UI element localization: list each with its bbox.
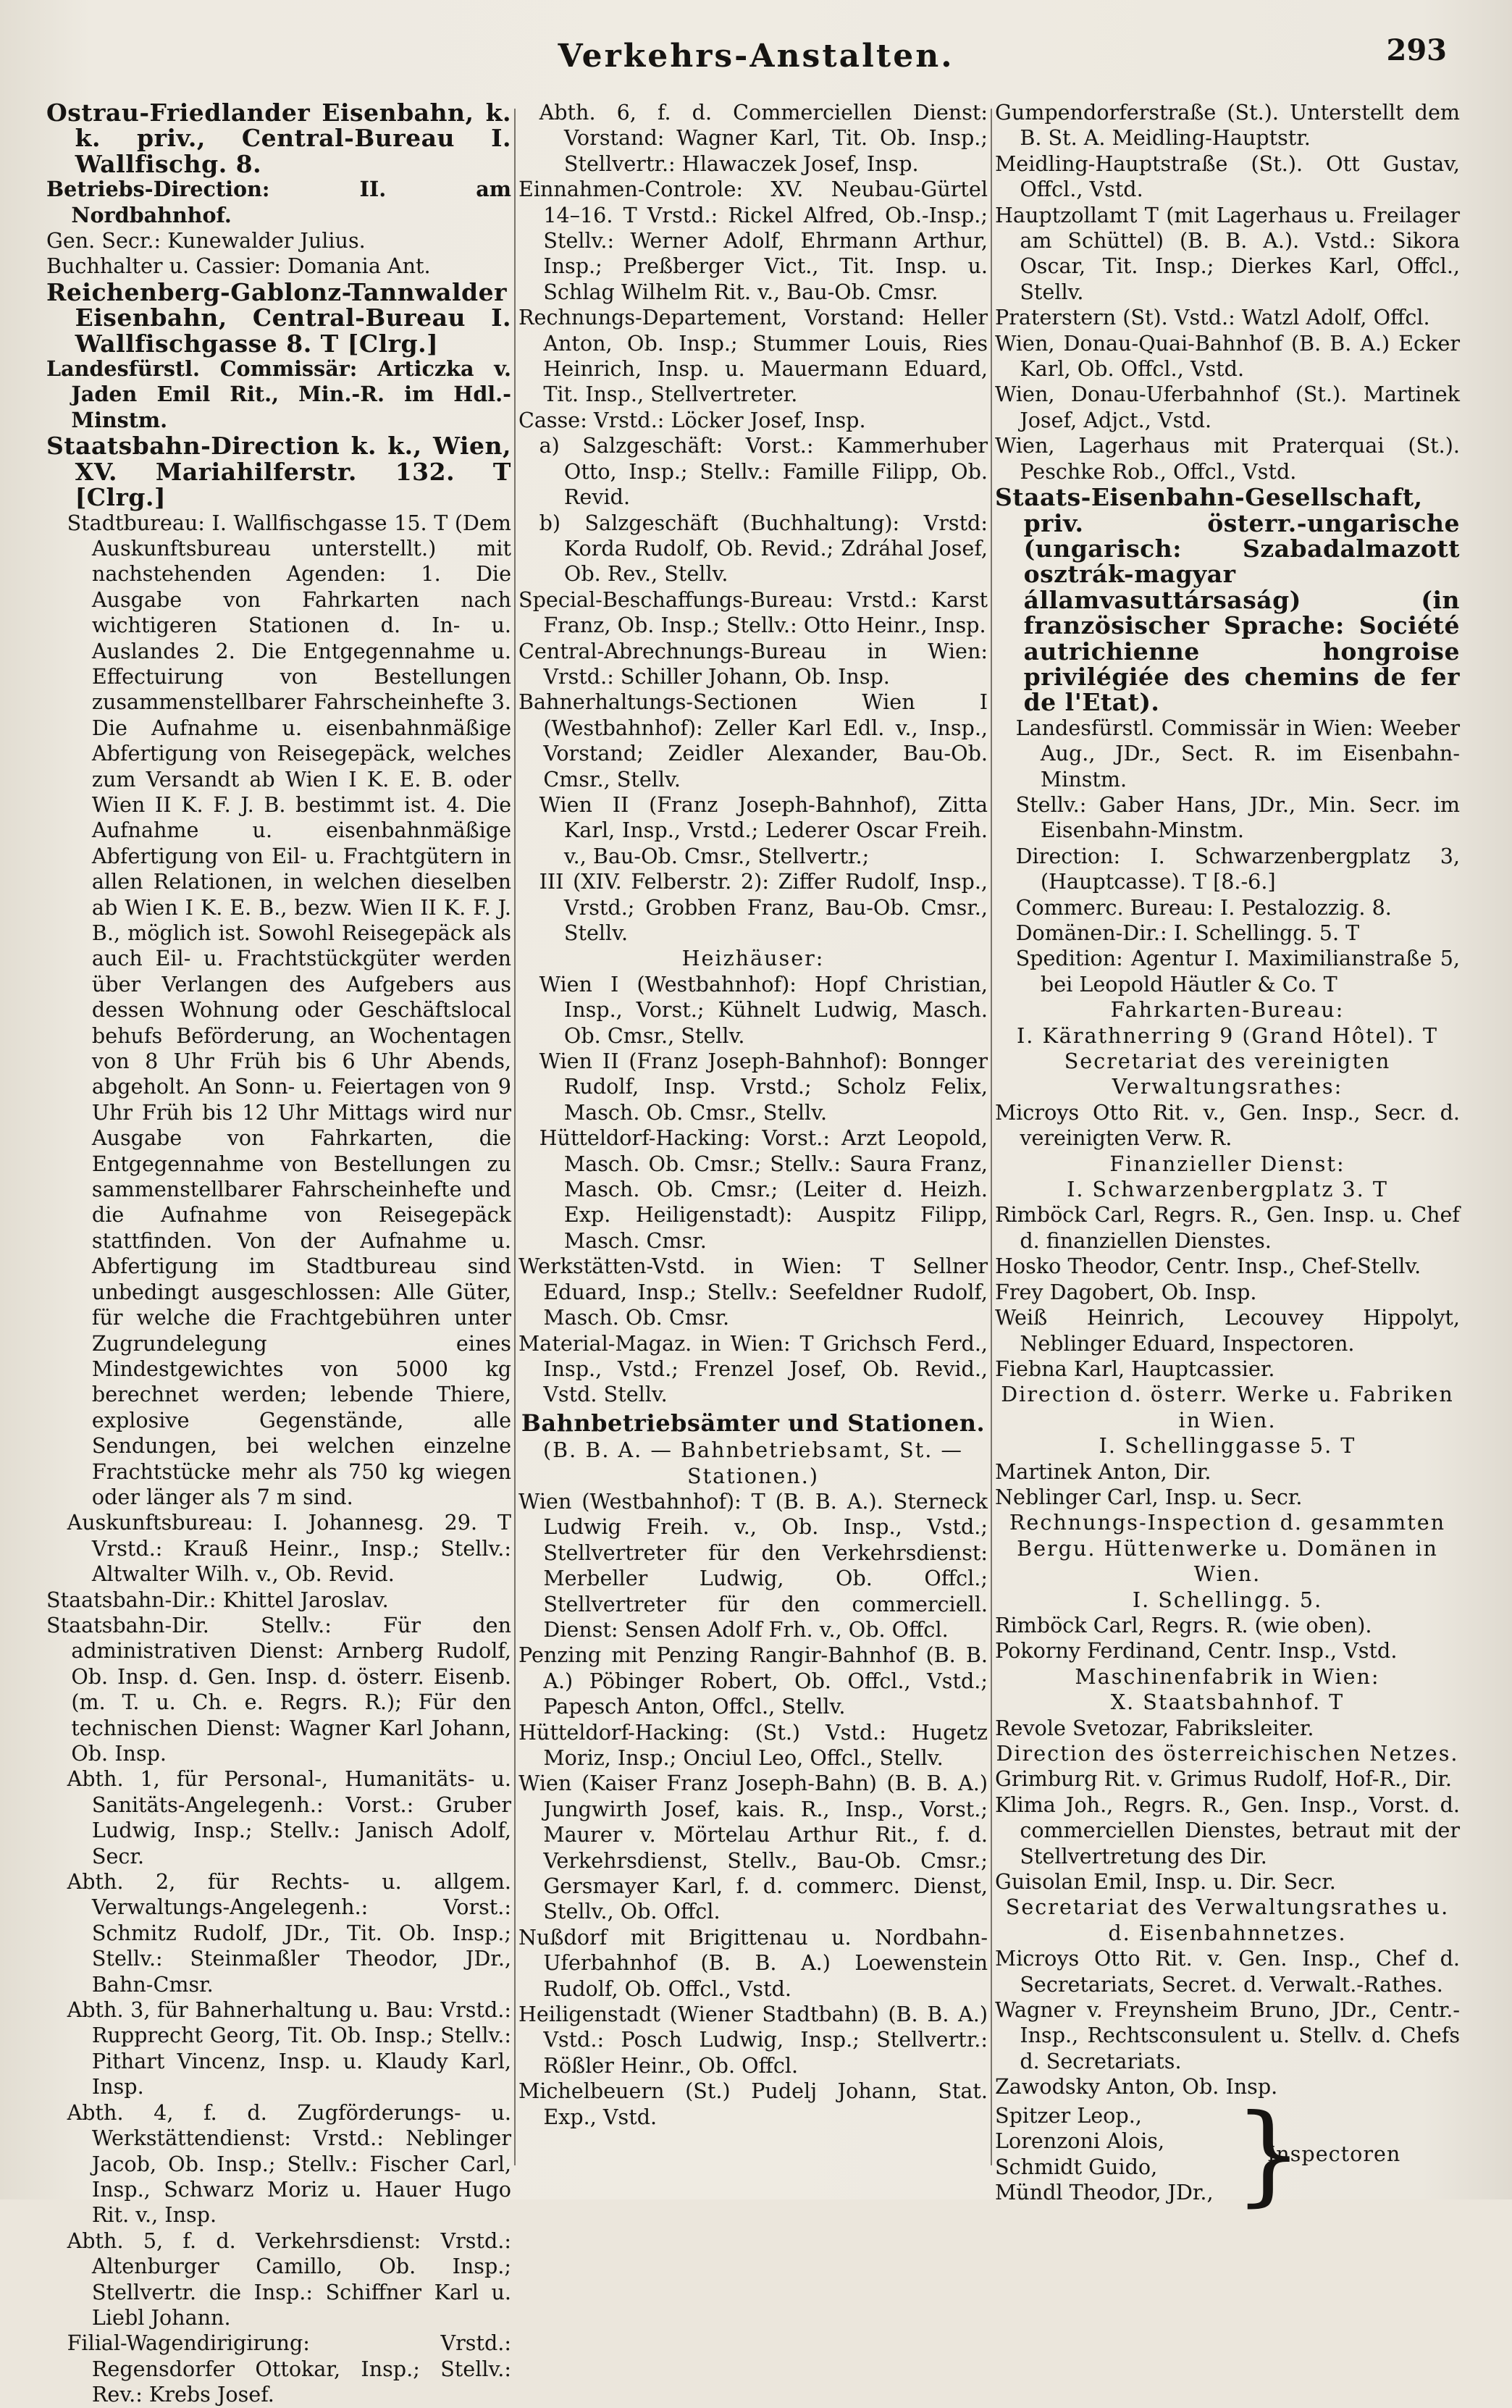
entry-text: Werkstätten-Vstd. in Wien: T Sellner Eduard, Insp.; Stellv.: Seefeldner Rudolf, Masch. Ob. Cmsr. <box>518 1254 988 1330</box>
directory-entry <box>518 792 988 869</box>
column-divider <box>514 109 516 2165</box>
entry-text: Bahnerhaltungs-Sectionen Wien I (Westbahnhof): Zeller Karl Edl. v., Insp., Vorstand; Zeidler Alexander, Bau-Ob. Cmsr., Stellv. <box>518 689 988 792</box>
entry-text: Pokorny Ferdinand, Centr. Insp., Vstd. <box>995 1638 1398 1664</box>
entry-text: Zawodsky Anton, Ob. Insp. <box>995 2074 1278 2099</box>
entry-text: Staatsbahn-Dir.: Khittel Jaroslav. <box>46 1587 389 1612</box>
entry-text: Neblinger Carl, Insp. u. Secr. <box>995 1484 1303 1509</box>
entry-text: Microys Otto Rit. v. Gen. Insp., Chef d. Secretariats, Secret. d. Verwalt.-Rathes. <box>995 1946 1460 1997</box>
entry-text: Domänen-Dir.: I. Schellingg. 5. T <box>1015 920 1360 945</box>
centered-subheading <box>995 997 1460 1023</box>
directory-entry <box>518 972 988 1049</box>
directory-entry <box>995 1946 1460 1997</box>
directory-entry <box>46 2228 511 2331</box>
entry-text: Martinek Anton, Dir. <box>995 1459 1211 1484</box>
entry-text: Rimböck Carl, Regrs. R. (wie oben). <box>995 1612 1372 1637</box>
entry-text: X. Staatsbahnhof. T <box>1110 1690 1345 1715</box>
centered-subheading <box>995 1023 1460 1049</box>
directory-entry <box>995 1869 1460 1895</box>
directory-entry <box>995 151 1460 203</box>
entry-text: Abth. 1, für Personal-, Humanitäts- u. Sanitäts-Angelegenh.: Vorst.: Gruber Ludwig, Insp.; Stellv.: Janisch Adolf, Secr. <box>67 1766 511 1868</box>
entry-text: a) Salzgeschäft: Vorst.: Kammerhuber Otto, Insp.; Stellv.: Famille Filipp, Ob. Revid. <box>539 433 988 510</box>
entry-text: Stellv.: Gaber Hans, JDr., Min. Secr. im Eisenbahn-Minstm. <box>1015 792 1460 843</box>
inspector-name: Mündl Theodor, JDr., <box>995 2179 1214 2204</box>
directory-entry <box>46 1766 511 1869</box>
directory-entry <box>995 1305 1460 1356</box>
entry-text: Secretariat des Verwaltungsrathes u. d. Eisenbahnnetzes. <box>1005 1895 1450 1945</box>
inspector-name: Schmidt Guido, <box>995 2154 1158 2179</box>
directory-entry <box>995 946 1460 997</box>
entry-text: Rechnungs-Departement, Vorstand: Heller Anton, Ob. Insp.; Stummer Louis, Ries Heinrich, Insp. u. Mauermann Eduard, Tit. Insp., Stellvertreter. <box>518 305 988 407</box>
entry-text: Heizhäuser: <box>681 946 825 971</box>
directory-entry <box>518 1720 988 1771</box>
entry-text: Fahrkarten-Bureau: <box>1110 997 1345 1023</box>
directory-heading-entry <box>46 100 511 228</box>
directory-entry <box>995 792 1460 844</box>
entry-text: Staatsbahn-Direction k. k., Wien, XV. Mariahilferstr. 132. T [Clrg.] <box>46 432 511 512</box>
directory-entry <box>995 1638 1460 1664</box>
directory-entry <box>995 1356 1460 1382</box>
entry-text: Wien II (Franz Joseph-Bahnhof), Zitta Karl, Insp., Vrstd.; Lederer Oscar Freih. v., Bau-Ob. Cmsr., Stellvertr.; <box>539 792 988 868</box>
entry-text: Fiebna Karl, Hauptcassier. <box>995 1356 1275 1381</box>
entry-text: Penzing mit Penzing Rangir-Bahnhof (B. B. A.) Pöbinger Robert, Ob. Offcl., Vstd.; Papesch Anton, Offcl., Stellv. <box>518 1643 988 1719</box>
centered-subheading <box>995 1433 1460 1459</box>
centered-subheading <box>995 1151 1460 1177</box>
entry-text: Wien (Westbahnhof): T (B. B. A.). Sterneck Ludwig Freih. v., Ob. Insp., Vstd.; Stellvertreter für den Verkehrsdienst: Merbeller Ludwig, Ob. Offcl.; Stellvertreter für den commerciell. Dienst: Sensen Adolf Frh. v., Ob. Offcl. <box>518 1488 988 1642</box>
entry-text: Hütteldorf-Hacking: (St.) Vstd.: Hugetz Moriz, Insp.; Onciul Leo, Offcl., Stellv. <box>518 1719 988 1770</box>
entry-text: Casse: Vrstd.: Löcker Josef, Insp. <box>518 407 866 432</box>
entry-text: Wien I (Westbahnhof): Hopf Christian, Insp., Vorst.; Kühnelt Ludwig, Masch. Ob. Cmsr., Stellv. <box>539 971 988 1048</box>
entry-text: I. Schellinggasse 5. T <box>1099 1433 1356 1459</box>
directory-heading-entry <box>995 484 1460 716</box>
centered-subheading <box>995 1741 1460 1766</box>
directory-entry <box>518 689 988 792</box>
entry-text: Commerc. Bureau: I. Pestalozzig. 8. <box>1015 894 1392 920</box>
directory-entry <box>995 100 1460 151</box>
centered-subheading <box>995 1177 1460 1202</box>
entry-text: Hosko Theodor, Centr. Insp., Chef-Stellv. <box>995 1254 1421 1279</box>
directory-entry <box>46 1613 511 1766</box>
curly-brace: } <box>1234 2091 1303 2218</box>
directory-entry <box>518 1254 988 1330</box>
directory-entry <box>46 1997 511 2100</box>
entry-text: Special-Beschaffungs-Bureau: Vrstd.: Karst Franz, Ob. Insp.; Stellv.: Otto Heinr., Insp. <box>518 587 988 638</box>
page-number: 293 <box>1386 33 1447 67</box>
entry-text: Material-Magaz. in Wien: T Grichsch Ferd., Insp., Vstd.; Frenzel Josef, Ob. Revid., Vstd. Stellv. <box>518 1330 988 1407</box>
directory-entry <box>518 433 988 510</box>
directory-entry <box>518 639 988 690</box>
directory-heading-entry <box>46 433 511 510</box>
directory-entry <box>995 433 1460 484</box>
entry-text: I. Schwarzenbergplatz 3. T <box>1067 1177 1388 1202</box>
entry-text: Direction d. österr. Werke u. Fabriken in Wien. <box>1001 1382 1454 1432</box>
entry-text: Secretariat des vereinigten Verwaltungsrathes: <box>1064 1049 1391 1099</box>
entry-text: Revole Svetozar, Fabriksleiter. <box>995 1715 1314 1740</box>
entry-text: Central-Abrechnungs-Bureau in Wien: Vrstd.: Schiller Johann, Ob. Insp. <box>518 638 988 689</box>
directory-entry <box>518 1125 988 1254</box>
centered-subheading <box>995 1587 1460 1613</box>
entry-text: (B. B. A. — Bahnbetriebsamt, St. — Stationen.) <box>542 1438 964 1488</box>
directory-entry <box>995 1716 1460 1741</box>
column-divider <box>991 109 992 2165</box>
directory-entry <box>518 869 988 946</box>
directory-entry <box>995 1485 1460 1510</box>
entry-text: Betriebs-Direction: II. am Nordbahnhof. <box>46 177 511 227</box>
entry-text: Auskunftsbureau: I. Johannesg. 29. T Vrstd.: Krauß Heinr., Insp.; Stellv.: Altwalter Wilh. v., Ob. Revid. <box>67 1510 511 1587</box>
directory-entry <box>995 1254 1460 1279</box>
directory-entry <box>995 382 1460 433</box>
entry-text: Landesfürstl. Commissär: Articzka v. Jaden Emil Rit., Min.-R. im Hdl.-Minstm. <box>46 356 511 432</box>
entry-text: Michelbeuern (St.) Pudelj Johann, Stat. Exp., Vstd. <box>518 2078 988 2129</box>
directory-entry <box>995 305 1460 330</box>
inspector-name: Spitzer Leop., <box>995 2102 1142 2128</box>
directory-entry <box>518 1489 988 1643</box>
column-right-entries <box>995 100 1460 2100</box>
entry-text: I. Kärathnerring 9 (Grand Hôtel). T <box>1016 1023 1439 1048</box>
directory-entry <box>995 920 1460 946</box>
entry-text: Meidling-Hauptstraße (St.). Ott Gustav, Offcl., Vstd. <box>995 151 1460 202</box>
column-right <box>995 100 1460 2218</box>
centered-subheading <box>995 1049 1460 1100</box>
entry-text: Praterstern (St). Vstd.: Watzl Adolf, Offcl. <box>995 305 1430 330</box>
directory-entry <box>46 228 511 280</box>
directory-entry <box>518 511 988 587</box>
entry-text: Ostrau-Friedlander Eisenbahn, k. k. priv., Central-Bureau I. Wallfischg. 8. <box>46 98 511 178</box>
inspector-name: Lorenzoni Alois, <box>995 2128 1165 2154</box>
directory-heading-entry <box>46 277 511 433</box>
centered-subheading <box>518 946 988 971</box>
directory-entry <box>46 2331 511 2407</box>
directory-entry <box>995 1280 1460 1305</box>
centered-subheading <box>995 1382 1460 1433</box>
directory-entry <box>995 1100 1460 1151</box>
centered-subheading <box>995 1664 1460 1690</box>
entry-text: Wagner v. Freynsheim Bruno, JDr., Centr.-Insp., Rechtsconsulent u. Stellv. d. Chefs d. Secretariats. <box>995 1997 1460 2073</box>
page-title: Verkehrs-Anstalten. <box>558 38 954 75</box>
directory-entry <box>995 1792 1460 1869</box>
directory-entry <box>995 1997 1460 2074</box>
column-left <box>46 98 511 2407</box>
entry-text: Hauptzollamt T (mit Lagerhaus u. Freilager am Schüttel) (B. B. A.). Vstd.: Sikora Oscar, Tit. Insp.; Dierkes Karl, Offcl., Stellv. <box>995 202 1460 304</box>
entry-text: b) Salzgeschäft (Buchhaltung): Vrstd: Korda Rudolf, Ob. Revid.; Zdráhal Josef, Ob. Rev., Stellv. <box>539 510 988 587</box>
entry-text: Microys Otto Rit. v., Gen. Insp., Secr. d. vereinigten Verw. R. <box>995 1099 1460 1151</box>
entry-text: I. Schellingg. 5. <box>1132 1587 1323 1612</box>
entry-text: Abth. 6, f. d. Commerciellen Dienst: Vorstand: Wagner Karl, Tit. Ob. Insp.; Stellvertr.: Hlawaczek Josef, Insp. <box>539 100 988 176</box>
directory-entry <box>46 511 511 1511</box>
entry-text: Wien, Donau-Quai-Bahnhof (B. B. A.) Ecker Karl, Ob. Offcl., Vstd. <box>995 330 1460 382</box>
centered-subheading <box>995 1510 1460 1587</box>
inspectors-bracket-group <box>995 2091 1460 2218</box>
entry-text: Direction: I. Schwarzenbergplatz 3, (Hauptcasse). T [8.-6.] <box>1015 843 1460 894</box>
directory-entry <box>518 1049 988 1125</box>
entry-text: Abth. 2, für Rechts- u. allgem. Verwaltungs-Angelegenh.: Vorst.: Schmitz Rudolf, JDr., Tit. Ob. Insp.; Stellv.: Steinmaßler Theodor, JDr., Bahn-Cmsr. <box>67 1869 511 1997</box>
bracket-label: Inspectoren <box>1267 2141 1401 2166</box>
directory-entry <box>46 1587 511 1613</box>
entry-text: Buchhalter u. Cassier: Domania Ant. <box>46 253 431 279</box>
entry-text: III (XIV. Felberstr. 2): Ziffer Rudolf, Insp., Vrstd.; Grobben Franz, Bau-Ob. Cmsr., Stellv. <box>539 869 988 945</box>
page-header <box>0 33 1512 88</box>
entry-text: Wien, Donau-Uferbahnhof (St.). Martinek Josef, Adjct., Vstd. <box>995 382 1460 432</box>
entry-text: Abth. 5, f. d. Verkehrsdienst: Vrstd.: Altenburger Camillo, Ob. Insp.; Stellvertr. die Insp.: Schiffner Karl u. Liebl Johann. <box>67 2228 511 2330</box>
entry-text: Direction des österreichischen Netzes. <box>996 1741 1459 1766</box>
directory-entry <box>518 177 988 305</box>
section-heading: Bahnbetriebsämter und Stationen. <box>521 1409 986 1437</box>
entry-text: Rimböck Carl, Regrs. R., Gen. Insp. u. Chef d. finanziellen Dienstes. <box>995 1202 1460 1253</box>
entry-text: Frey Dagobert, Ob. Insp. <box>995 1279 1257 1304</box>
entry-text: Abth. 4, f. d. Zugförderungs- u. Werkstättendienst: Vrstd.: Neblinger Jacob, Ob. Insp.; Stellv.: Fischer Carl, Insp., Schwarz Moriz u. Hauer Hugo Rit. v., Insp. <box>67 2099 511 2228</box>
entry-text: Nußdorf mit Brigittenau u. Nordbahn-Uferbahnhof (B. B. A.) Loewenstein Rudolf, Ob. Offcl., Vstd. <box>518 1924 988 2001</box>
entry-text: Stadtbureau: I. Wallfischgasse 15. T (Dem Auskunftsbureau unterstellt.) mit nachstehenden Agenden: 1. Die Ausgabe von Fahrkarten nach wichtigeren Stationen d. In- u. Auslandes 2. Die Entgegennahme u. Effectuirung von Bestellungen zusammenstellbarer Fahrscheinhefte 3. Die Aufnahme u. eisenbahnmäßige Abfertigung von Reisegepäck, welches zum Versandt ab Wien I K. E. B. oder Wien II K. F. J. B. bestimmt ist. 4. Die Aufnahme u. eisenbahnmäßige Abfertigung von Eil- u. Frachtgütern in allen Relationen, in welchen dieselben ab Wien I K. E. B., bezw. Wien II K. F. J. B., möglich ist. Sowohl Reisegepäck als auch Eil- u. Frachtstückgüter werden über Verlangen des Aufgebers aus dessen Wohnung oder Geschäftslocal behufs Beförderung, an Wochentagen von 8 Uhr Früh bis 6 Uhr Abends, abgeholt. An Sonn- u. Feiertagen von 9 Uhr Früh bis 12 Uhr Mittags wird nur Ausgabe von Fahrkarten, die Entgegennahme von Bestellungen zu sammenstellbarer Fahrscheinhefte und die Aufnahme von Reisegepäck stattfinden. Von der Aufnahme u. Abfertigung im Stadtbureau sind unbedingt ausgeschlossen: Alle Güter, für welche die Frachtgebühren unter Zugrundelegung eines Mindestgewichtes von 5000 kg berechnet werden; lebende Thiere, explosive Gegenstände, alle Sendungen, bei welchen einzelne Frachtstücke mehr als 750 kg wiegen oder länger als 7 m sind. <box>67 510 511 1509</box>
entry-text: Wien (Kaiser Franz Joseph-Bahn) (B. B. A.) Jungwirth Josef, kais. R., Insp., Vorst.; Maurer v. Mörtelau Arthur Rit., f. d. Verkehrsdienst, Stellv., Bau-Ob. Cmsr.; Gersmayer Karl, f. d. commerc. Dienst, Stellv., Ob. Offcl. <box>518 1771 988 1924</box>
directory-entry <box>518 2078 988 2130</box>
directory-entry <box>518 408 988 433</box>
directory-entry <box>518 1331 988 1408</box>
directory-entry <box>995 844 1460 895</box>
entry-text: Einnahmen-Controle: XV. Neubau-Gürtel 14–16. T Vrstd.: Rickel Alfred, Ob.-Insp.; Stellv.: Werner Adolf, Ehrmann Arthur, Insp.; Preßberger Vict., Tit. Insp. u. Schlag Wilhelm Rit. v., Bau-Ob. Cmsr. <box>518 177 988 304</box>
directory-entry <box>46 1510 511 1587</box>
directory-entry <box>518 305 988 408</box>
entry-text: Staats-Eisenbahn-Gesellschaft, priv. österr.-ungarische (ungarisch: Szabadalmazott osztrák-magyar államvasuttársaság) (in französischer Sprache: Société autrichienne hongroise privilégiée des chemins de fer de l'Etat). <box>995 483 1460 717</box>
entry-text: Spedition: Agentur I. Maximilianstraße 5, bei Leopold Häutler & Co. T <box>1015 946 1460 997</box>
directory-entry <box>518 587 988 639</box>
entry-text: Finanzieller Dienst: <box>1109 1151 1345 1176</box>
directory-entry <box>995 331 1460 382</box>
entry-text: Weiß Heinrich, Lecouvey Hippolyt, Neblinger Eduard, Inspectoren. <box>995 1305 1460 1356</box>
directory-entry <box>518 1925 988 2002</box>
inspector-names <box>995 2103 1234 2206</box>
directory-entry <box>518 1771 988 1924</box>
directory-entry <box>995 895 1460 920</box>
entry-text: Abth. 3, für Bahnerhaltung u. Bau: Vrstd.: Rupprecht Georg, Tit. Ob. Insp.; Stellv.: Pithart Vincenz, Insp. u. Klaudy Karl, Insp. <box>67 1997 511 2099</box>
directory-entry <box>995 716 1460 792</box>
directory-entry <box>995 203 1460 306</box>
centered-subheading <box>995 1690 1460 1715</box>
entry-text: Wien II (Franz Joseph-Bahnhof): Bonnger Rudolf, Insp. Vrstd.; Scholz Felix, Masch. Ob. Cmsr., Stellv. <box>539 1049 988 1125</box>
directory-entry <box>995 1613 1460 1638</box>
entry-text: Hütteldorf-Hacking: Vorst.: Arzt Leopold, Masch. Ob. Cmsr.; Stellv.: Saura Franz, Masch. Ob. Cmsr.; (Leiter d. Heizh. Exp. Heiligenstadt): Auspitz Filipp, Masch. Cmsr. <box>539 1125 988 1253</box>
centered-subheading <box>518 1438 988 1489</box>
entry-text: Staatsbahn-Dir. Stellv.: Für den administrativen Dienst: Arnberg Rudolf, Ob. Insp. d. Gen. Insp. d. österr. Eisenb. (m. T. u. Ch. e. Regrs. R.); Für den technischen Dienst: Wagner Karl Johann, Ob. Insp. <box>46 1612 511 1766</box>
entry-text: Landesfürstl. Commissär in Wien: Weeber Aug., JDr., Sect. R. im Eisenbahn-Minstm. <box>1015 715 1460 792</box>
entry-text: Maschinenfabrik in Wien: <box>1075 1664 1380 1689</box>
directory-entry <box>995 2074 1460 2099</box>
directory-entry <box>518 1643 988 1719</box>
entry-text: Rechnungs-Inspection d. gesammten Bergu. Hüttenwerke u. Domänen in Wien. <box>1009 1510 1446 1587</box>
directory-entry <box>995 1459 1460 1485</box>
entry-text: Guisolan Emil, Insp. u. Dir. Secr. <box>995 1869 1336 1895</box>
directory-entry <box>46 2100 511 2228</box>
entry-text: Reichenberg-Gablonz-Tannwalder Eisenbahn, Central-Bureau I. Wallfischgasse 8. T [Clrg.] <box>46 277 511 358</box>
directory-entry <box>46 1869 511 1997</box>
column-middle <box>518 100 988 2171</box>
entry-text: Grimburg Rit. v. Grimus Rudolf, Hof-R., Dir. <box>995 1766 1452 1792</box>
centered-subheading <box>995 1895 1460 1946</box>
directory-entry <box>995 1766 1460 1792</box>
entry-text: Filial-Wagendirigirung: Vrstd.: Regensdorfer Ottokar, Insp.; Stellv.: Rev.: Krebs Josef. <box>67 2331 511 2407</box>
entry-text: Wien, Lagerhaus mit Praterquai (St.). Peschke Rob., Offcl., Vstd. <box>995 433 1460 484</box>
entry-text: Klima Joh., Regrs. R., Gen. Insp., Vorst. d. commerciellen Dienstes, betraut mit der Stellvertretung des Dir. <box>995 1792 1460 1868</box>
entry-text: Gumpendorferstraße (St.). Unterstellt dem B. St. A. Meidling-Hauptstr. <box>995 100 1460 151</box>
directory-entry <box>518 100 988 177</box>
directory-entry <box>995 1202 1460 1254</box>
entry-text: Heiligenstadt (Wiener Stadtbahn) (B. B. A.) Vstd.: Posch Ludwig, Insp.; Stellvertr.: Rößler Heinr., Ob. Offcl. <box>518 2002 988 2078</box>
directory-entry <box>518 2002 988 2078</box>
entry-text: Gen. Secr.: Kunewalder Julius. <box>46 228 366 253</box>
